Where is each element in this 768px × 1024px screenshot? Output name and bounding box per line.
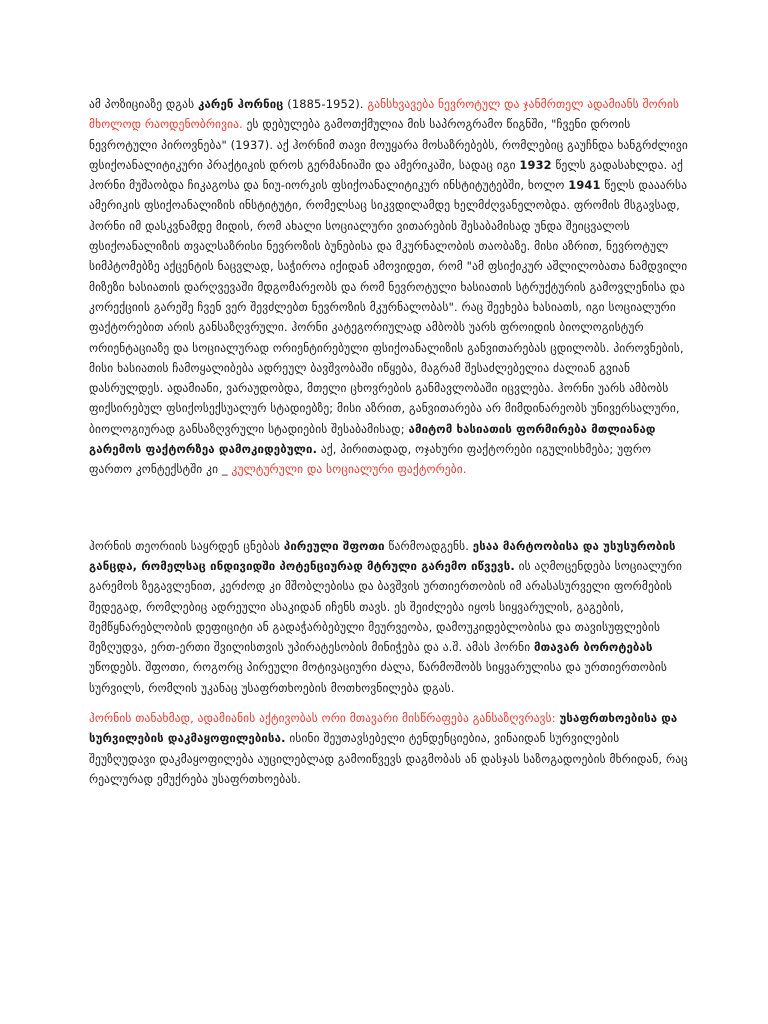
highlighted-text-run: განსხვავება ნევროტულ და ჯანმრთელ ადამიანს შორის მხოლოდ რაოდენობრივია. xyxy=(89,97,680,132)
bold-text-run: კარენ ჰორნიც xyxy=(197,97,284,111)
text-run: უწოდებს. შფოთი, როგორც პირეული მოტივაციური ძალა, წარმოშობს სიყვარულისა და ურთიერთობის სურვილს, რომლის უკანაც უსაფრთხოების მოთხოვნილება დგას. xyxy=(89,660,668,695)
text-run: აქ, პირითადად, ოჯახური ფაქტორები იგულისხმება; უფრო ფართო კონტექსტში კი _ xyxy=(89,442,652,477)
highlighted-text-run: ჰორნის თანახმად, ადამიანის აქტივობას ორი მთავარი მისწრაფება განსაზღვრავს: xyxy=(89,711,560,726)
paragraph-basic-anxiety xyxy=(89,536,689,698)
bold-text-run: ამიტომ ხასიათის ფორმირება მთლიანად გარემოს ფაქტორზეა დამოკიდებული. xyxy=(89,421,656,457)
bold-text-run: პირეული შფოთი xyxy=(283,538,385,553)
bold-text-run: 1932 xyxy=(519,157,552,172)
text-run: ამ პოზიციაზე დგას xyxy=(89,97,198,111)
bold-text-run: უსაფრთხოებისა და სურვილების დაკმაყოფილებისა. xyxy=(89,711,678,746)
text-run: ჰორნის თეორიის საყრდენ ცნებას xyxy=(89,538,284,553)
bold-text-run: 1941 xyxy=(568,178,601,193)
text-run: წელს დააარსა ამერიკის ფსიქოანალიზის ინსტიტუტი, რომელსაც სიკვდილამდე ხელმძღვანელობდა. ფრომის მსგავსად, ჰორნი იმ დასკვნამდე მიდის, რომ ახალი სოციალური ვითარების შესაბამისად უნდა შეიცვალოს ფსიქოანალიზის თვალსაზრისი ნევროზის ბუნებისა და მკურნალობის თაობაზე. მისი აზრით, ნევროტულ სიმპტომებზე აქცენტის ნაცვლად, საჭიროა იქიდან ამოვიდეთ, რომ "ამ ფსიქიკურ აშლილობათა ნამდვილი მიზეზი ხასიათის დარღვევაში მდგომარეობს და რომ ნევროტული ხასიათის სტრუქტურის გამოვლენისა და კორექციის გარეშე ჩვენ ვერ შევძლებთ ნევროზის მკურნალობას". რაც შეეხება ხასიათს, იგი სოციალური ფაქტორებით არის განსაზღვრული. ჰორნი კატეგორიულად ამბობს უარს ფროიდის ბიოლოგისტურ ორიენტაციაზე და სოციალურად ორიენტირებული ფსიქოანალიზის განვითარებას ცდილობს. პიროვნების, მისი ხასიათის ჩამოყალიბება ადრეულ ბავშვობაში იწყება, მაგრამ შესაძლებელია ძალიან გვიან დასრულდეს. ადამიანი, ვარაუდობდა, მთელი ცხოვრების განმავლობაში იცვლება. ჰორნი უარს ამბობს ფიქსირებულ ფსიქოსექსუალურ სტადიებზე; მისი აზრით, განვითარება არ მიმდინარეობს უნივერსალური, ბიოლოგიურად განსაზღვრული სტადიების შესაბამისად; xyxy=(89,178,688,436)
bold-text-run: ესაა მარტოობისა და უსუსურობის განცდა, რომელსაც ინდივიდში პოტენციურად მტრული გარემო იწვევს. xyxy=(89,538,676,573)
paragraph-two-strivings xyxy=(89,708,689,789)
highlighted-text-run: კულტურული და სოციალური ფაქტორები. xyxy=(231,462,467,477)
bold-text-run: მთავარ ბოროტებას xyxy=(534,640,653,655)
text-run: ეს დებულება გამოთქმულია მის საპროგრამო წიგნში, "ჩვენი დროის ნევროტული პიროვნება" (1937). აქ ჰორნიმ თავი მოუყარა მოსაზრებებს, რომლებიც გაუჩნდა ხანგრძლივი ფსიქოანალიტიკური პრაქტიკის დროს გერმანიაში და ამერიკაში, სადაც იგი xyxy=(89,117,688,172)
paragraph-horney-intro xyxy=(89,94,689,480)
text-run: (1885-1952). xyxy=(283,97,368,111)
text-run: ის აღმოცენდება სოციალური გარემოს ზეგავლენით, კერძოდ კი მშობლებისა და ბავშვის ურთიერთობის იმ არასასურველი ფორმების შედეგად, რომლებიც ადრეული ასაკიდან იჩენს თავს. ეს შეიძლება იყოს სიყვარულის, გაგების, შემწყნარებლობის დეფიციტი ან გადაჭარბებული მეურვეობა, დამოუკიდებლობისა და თავისუფლების შეზღუდვა, ერთ-ერთი შვილისთვის უპირატესობის მინიჭება და ა.შ. ამას ჰორნი xyxy=(89,558,683,655)
text-run: წელს გადასახლდა. აქ ჰორნი მუშაობდა ჩიკაგოსა და ნიუ-იორკის ფსიქოანალიტიკურ ინსტიტუტებში, ხოლო xyxy=(89,157,684,193)
document-page xyxy=(89,94,689,789)
text-run: წარმოადგენს. xyxy=(384,538,473,553)
text-run: ისინი შეუთავსებელი ტენდენციებია, ვინაიდან სურვილების შეუზღუდავი დაკმაყოფილება აუცილებლად გამოიწვევს დაგმობას ან დასჯას საზოგადოების მხრიდან, რაც რეალურად ემუქრება უსაფრთხოებას. xyxy=(89,731,688,786)
